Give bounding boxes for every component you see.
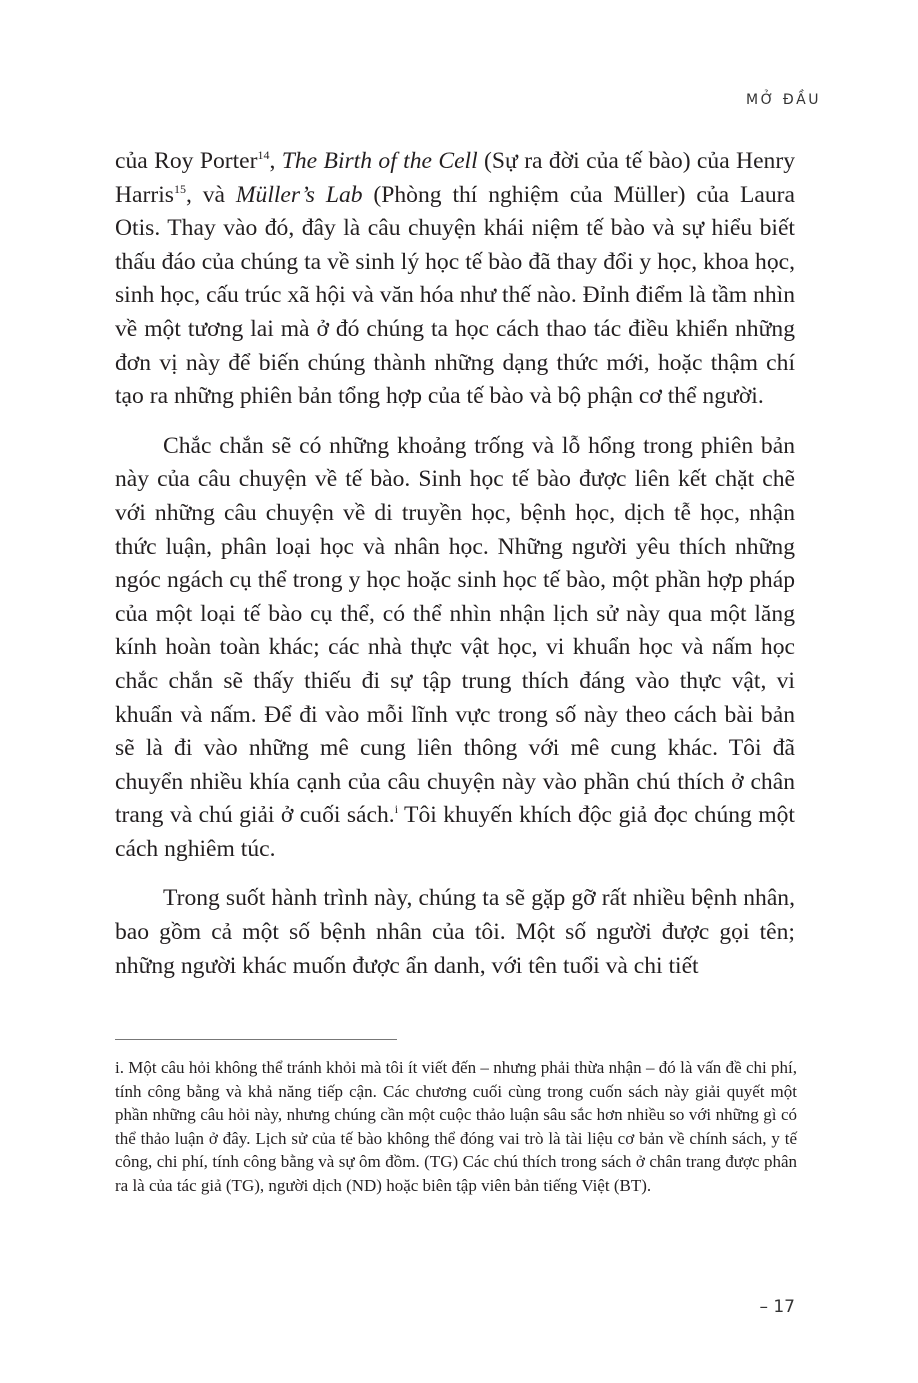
paragraph-2 [115,430,795,867]
footnote-ref-i[interactable]: i [394,802,399,817]
footnote-ref-14[interactable]: 14 [257,148,270,162]
running-header: MỞ ĐẦU [746,92,821,108]
book-title-birth-of-cell: The Birth of the Cell [281,148,478,174]
footnote-i: i. Một câu hỏi không thể tránh khỏi mà tôi ít viết đến – nhưng phải thừa nhận – đó là vấn đề chi phí, tính công bằng và khả năng tiếp cận. Các chương cuối cùng trong cuốn sách này giải quyết một phần những câu hỏi này, nhưng chúng cần một cuộc thảo luận sâu sắc hơn nhiều so với những gì có thể thảo luận ở đây. Lịch sử của tế bào không thể đóng vai trò là tài liệu cơ bản về chính sách, y tế công, chi phí, tính công bằng và sự ôm đồm. (TG) Các chú thích trong sách ở chân trang được phân ra là của tác giả (TG), người dịch (ND) hoặc biên tập viên bản tiếng Việt (BT). [115,1058,797,1195]
footnote-divider [115,1039,397,1040]
page-number: – 17 [759,1297,795,1317]
book-title-mullers-lab: Müller’s Lab [235,181,363,208]
text-span: Tôi khuyến khích độc giả đọc chúng một cách nghiêm túc. [115,802,795,862]
paragraph-1 [115,145,795,414]
text-span: , và [185,181,236,208]
main-text [115,145,795,999]
paragraph-3 [115,882,795,983]
footnote-ref-15[interactable]: 15 [173,181,186,196]
text-span: , [269,148,282,174]
text-span: Chắc chắn sẽ có những khoảng trống và lỗ hổng trong phiên bản này của câu chuyện về tế bào. Sinh học tế bào được liên kết chặt chẽ với những câu chuyện về di truyền học, bệnh học, dịch tễ học, nhận thức luận, phân loại học và nhân học. Những người yêu thích những ngóc ngách cụ thể trong y học hoặc sinh học tế bào, một phần hợp pháp của một loại tế bào cụ thể, có thể nhìn nhận lịch sử này qua một lăng kính hoàn toàn khác; các nhà thực vật học, vi khuẩn học và nấm học chắc chắn sẽ thấy thiếu đi sự tập trung thích đáng vào thực vật, vi khuẩn và nấm. Để đi vào mỗi lĩnh vực trong số này theo cách bài bản sẽ là đi vào những mê cung liên thông với mê cung khác. Tôi đã chuyển nhiều khía cạnh của câu chuyện này vào phần chú thích ở chân trang và chú giải ở cuối sách. [115,432,795,829]
text-span: (Sự ra đời của tế bào) của Henry Harris [115,148,796,208]
text-span: của Roy Porter [115,148,258,174]
text-span: (Phòng thí nghiệm của Müller) của Laura Otis. Thay vào đó, đây là câu chuyện khái niệm tế bào và sự hiểu biết thấu đáo của chúng ta về sinh lý học tế bào đã thay đổi y học, khoa học, sinh học, cấu trúc xã hội và văn hóa như thế nào. Đỉnh điểm là tầm nhìn về một tương lai mà ở đó chúng ta học cách thao tác điều khiển những đơn vị này để biến chúng thành những dạng thức mới, hoặc thậm chí tạo ra những phiên bản tổng hợp của tế bào và bộ phận cơ thể người. [115,181,796,410]
text-span: Trong suốt hành trình này, chúng ta sẽ gặp gỡ rất nhiều bệnh nhân, bao gồm cả một số bệnh nhân của tôi. Một số người được gọi tên; những người khác muốn được ẩn danh, với tên tuổi và chi tiết [115,885,795,979]
